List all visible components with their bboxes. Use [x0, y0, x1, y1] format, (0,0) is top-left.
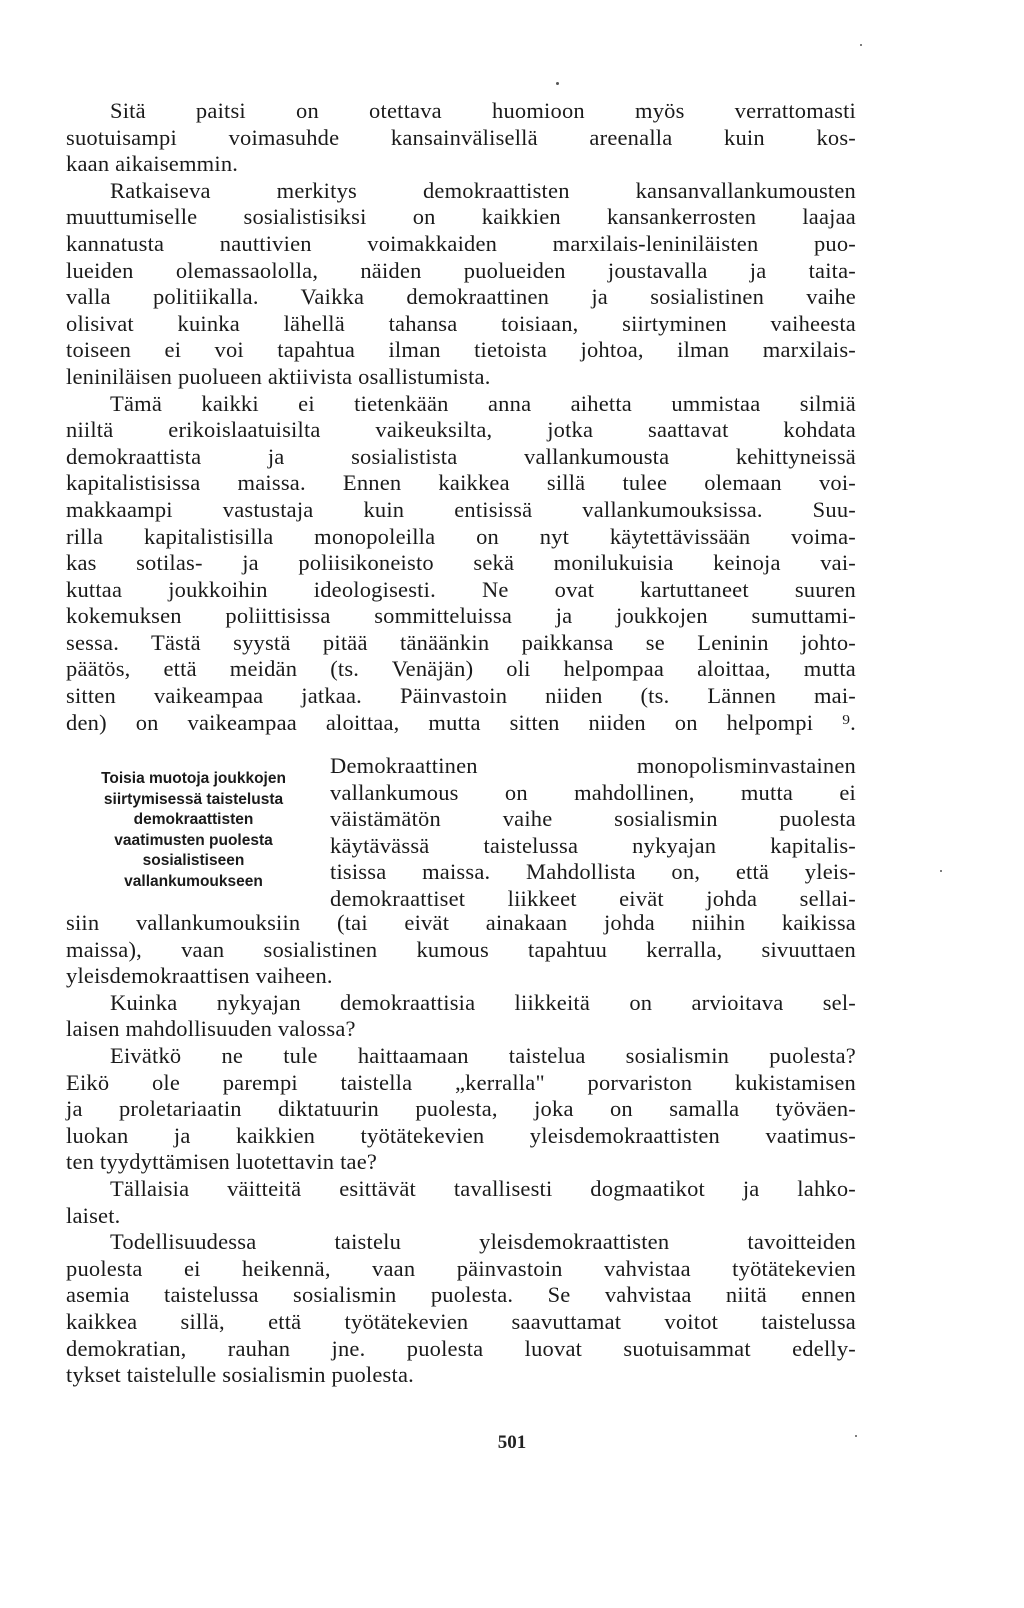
body-text-narrow	[330, 753, 856, 913]
text-line: tisissa maissa. Mahdollista on, että yleis-	[330, 859, 856, 885]
paragraph-4	[66, 910, 856, 990]
text-line: Demokraattinen monopolisminvastainen	[330, 753, 856, 778]
sidenote-section	[66, 753, 856, 910]
margin-note	[66, 753, 321, 892]
text-line: laisen mahdollisuuden valossa?	[66, 1016, 356, 1042]
text-line: suotuisampi voimasuhde kansainvälisellä areenalla kuin kos-	[66, 124, 856, 150]
text-line: valla politiikalla. Vaikka demokraattinen ja sosialistinen vaihe	[66, 284, 856, 310]
scan-speck	[860, 44, 862, 46]
text-line: käytävässä taistelussa nykyajan kapitalis-	[330, 832, 856, 858]
text-line: Sitä paitsi on otettava huomioon myös verrattomasti	[110, 98, 856, 123]
margin-note-line: siirtymisessä taistelusta	[103, 790, 284, 808]
text-line: toiseen ei voi tapahtua ilman tietoista johtoa, ilman marxilais-	[66, 337, 856, 363]
text-line: demokraattista ja sosialistista vallankumousta kehittyneissä	[66, 443, 856, 469]
text-line: Tällaisia väitteitä esittävät tavallisesti dogmaatikot ja lahko-	[110, 1175, 856, 1201]
text-line: sessa. Tästä syystä pitää tänäänkin paikkansa se Leninin johto-	[66, 629, 856, 655]
text-line: demokratian, rauhan jne. puolesta luovat suotuisammat edelly-	[66, 1335, 856, 1361]
text-line: siin vallankumouksiin (tai eivät ainakaan johda niihin kaikissa	[66, 910, 856, 935]
text-line: kuttaa joukkoihin ideologisesti. Ne ovat kartuttaneet suuren	[66, 576, 856, 602]
text-line: kas sotilas- ja poliisikoneisto sekä monilukuisia keinoja vai-	[66, 550, 856, 576]
margin-note-line: sosialistiseen	[142, 852, 245, 869]
paragraph-2	[66, 178, 856, 391]
margin-note-line: Toisia muotoja joukkojen	[101, 770, 286, 787]
text-line: muuttumiselle sosialistisiksi on kaikkien kansankerrosten laajaa	[66, 204, 856, 230]
text-line: laiset.	[66, 1202, 121, 1228]
text-line: demokraattiset liikkeet eivät johda sellai-	[330, 885, 856, 911]
paragraph-6	[66, 1043, 856, 1176]
text-line: väistämätön vaihe sosialismin puolesta	[330, 806, 856, 832]
text-line: tykset taistelulle sosialismin puolesta.	[66, 1362, 414, 1388]
body-text-top	[66, 98, 856, 736]
scan-speck	[556, 82, 559, 85]
text-line: maissa), vaan sosialistinen kumous tapahtuu kerralla, sivuuttaen	[66, 936, 856, 962]
paragraph-1	[66, 98, 856, 178]
text-line: leniniläisen puolueen aktiivista osallistumista.	[66, 363, 491, 389]
page-number: 501	[497, 1432, 527, 1453]
paragraph-7	[66, 1176, 856, 1229]
margin-note-line: vaatimusten puolesta	[114, 831, 273, 849]
text-line: olisivat kuinka lähellä tahansa toisiaan, siirtyminen vaiheesta	[66, 310, 856, 336]
text-line: Ratkaiseva merkitys demokraattisten kansanvallankumousten	[110, 177, 856, 203]
text-line: luokan ja kaikkien työtätekevien yleisdemokraattisten vaatimus-	[66, 1122, 856, 1148]
text-line: den) on vaikeampaa aloittaa, mutta sitten niiden on helpompi ⁹.	[66, 709, 856, 735]
text-line: asemia taistelussa sosialismin puolesta. Se vahvistaa niitä ennen	[66, 1282, 856, 1308]
paragraph-8	[66, 1229, 856, 1389]
text-line: lueiden olemassaololla, näiden puolueiden joustavalla ja taita-	[66, 257, 856, 283]
text-line: Todellisuudessa taistelu yleisdemokraattisten tavoitteiden	[110, 1229, 856, 1255]
paragraph-3	[66, 391, 856, 737]
text-line: sitten vaikeampaa jatkaa. Päinvastoin niiden (ts. Lännen mai-	[66, 683, 856, 709]
text-line: niiltä erikoislaatuisilta vaikeuksilta, jotka saattavat kohdata	[66, 417, 856, 443]
scan-speck	[855, 1435, 857, 1437]
text-line: päätös, että meidän (ts. Venäjän) oli helpompaa aloittaa, mutta	[66, 656, 856, 682]
text-line: puolesta ei heikennä, vaan päinvastoin vahvistaa työtätekevien	[66, 1255, 856, 1281]
text-line: kokemuksen poliittisissa sommitteluissa ja joukkojen sumuttami-	[66, 603, 856, 629]
paragraph-5	[66, 990, 856, 1043]
margin-note-line: vallankumoukseen	[124, 872, 263, 890]
text-line: vallankumous on mahdollinen, mutta ei	[330, 779, 856, 805]
text-line: kaikkea sillä, että työtätekevien saavuttamat voitot taistelussa	[66, 1308, 856, 1334]
text-line: kaan aikaisemmin.	[66, 151, 239, 177]
scan-speck	[940, 870, 942, 872]
text-line: ten tyydyttämisen luotettavin tae?	[66, 1149, 378, 1175]
text-line: kapitalistisissa maissa. Ennen kaikkea sillä tulee olemaan voi-	[66, 470, 856, 496]
margin-note-line: demokraattisten	[133, 811, 254, 828]
text-line: Kuinka nykyajan demokraattisia liikkeitä on arvioitava sel-	[110, 989, 856, 1015]
text-line: makkaampi vastustaja kuin entisissä vallankumouksissa. Suu-	[66, 496, 856, 522]
text-line: Eivätkö ne tule haittaamaan taistelua sosialismin puolesta?	[110, 1042, 856, 1068]
text-line: Tämä kaikki ei tietenkään anna aihetta ummistaa silmiä	[110, 390, 856, 416]
text-line: yleisdemokraattisen vaiheen.	[66, 963, 333, 989]
text-line: kannatusta nauttivien voimakkaiden marxilais-leniniläisten puo-	[66, 230, 856, 256]
text-line: Eikö ole parempi taistella „kerralla" porvariston kukistamisen	[66, 1069, 856, 1095]
text-line: rilla kapitalistisilla monopoleilla on nyt käytettävissään voima-	[66, 523, 856, 549]
body-text-bottom	[66, 910, 856, 1389]
text-line: ja proletariaatin diktatuurin puolesta, joka on samalla työväen-	[66, 1096, 856, 1122]
